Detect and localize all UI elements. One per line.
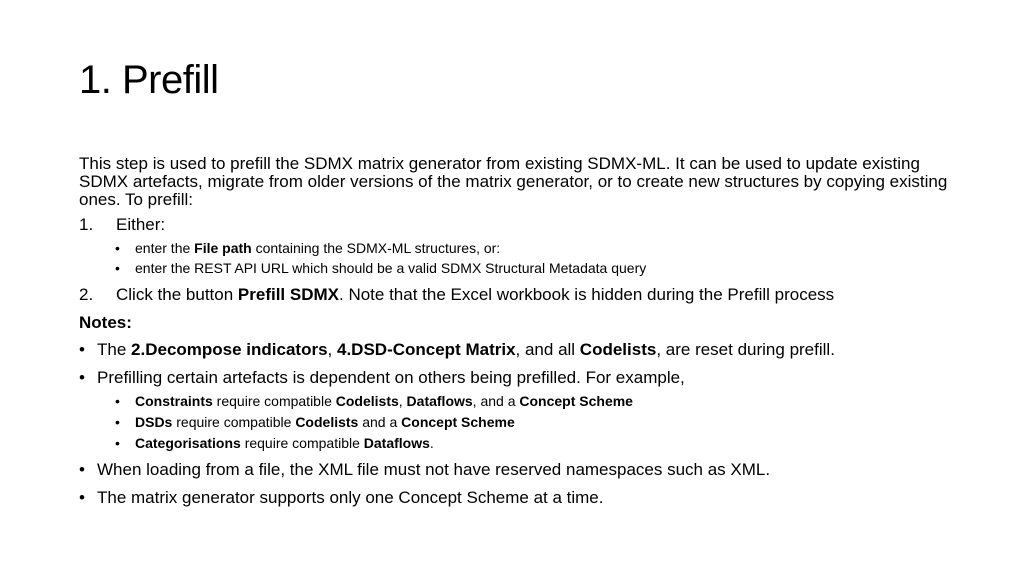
file-path-term: File path — [194, 240, 252, 256]
intro-paragraph: This step is used to prefill the SDMX matrix generator from existing SDMX-ML. It can be used to update existing SDMX artefacts, migrate from older versions of the matrix generator, or to create new structures by copying existing ones. To prefill: — [79, 154, 948, 209]
step-1 — [79, 215, 959, 235]
note-reset: • The 2.Decompose indicators, 4.DSD-Concept Matrix, and all Codelists, are reset during prefill. — [79, 340, 835, 359]
prefill-sdmx-term: Prefill SDMX — [237, 285, 339, 304]
notes-heading: Notes: — [79, 313, 132, 332]
bullet-icon: • — [115, 240, 120, 256]
notes-list — [79, 340, 959, 360]
slide-body — [79, 155, 959, 508]
dep-categorisations: • Categorisations require compatible Dataflows. — [115, 433, 959, 454]
step-1-text: Either: — [116, 215, 166, 234]
note-concept-scheme: • The matrix generator supports only one Concept Scheme at a time. — [79, 488, 604, 507]
note-dependencies: • Prefilling certain artefacts is dependent on others being prefilled. For example, • Constraints require compatible Codelists, Dataflows, and a Concept Scheme • DSDs require compatible Codelists and a Concept Scheme • Categorisations require compatible Dataflows. — [79, 368, 959, 454]
step-1-sub-rest-api: • enter the REST API URL which should be a valid SDMX Structural Metadata query — [115, 260, 647, 276]
dep-dsds: • DSDs require compatible Codelists and a Concept Scheme — [115, 412, 959, 433]
bullet-icon: • — [79, 460, 85, 479]
dep-constraints: • Constraints require compatible Codelists, Dataflows, and a Concept Scheme — [115, 391, 959, 412]
bullet-icon: • — [79, 488, 85, 507]
note-xml-namespaces: • When loading from a file, the XML file must not have reserved namespaces such as XML. — [79, 460, 771, 479]
bullet-icon: • — [115, 435, 120, 451]
bullet-icon: • — [79, 340, 85, 359]
bullet-icon: • — [115, 260, 120, 276]
dependencies-sublist — [115, 391, 959, 454]
step-1-sublist — [115, 238, 959, 278]
step-2-number: 2. — [79, 285, 94, 304]
bullet-icon: • — [115, 393, 120, 409]
notes-list-continued — [79, 460, 959, 508]
step-2: 2. Click the button Prefill SDMX. Note that the Excel workbook is hidden during the Prefill process — [79, 285, 835, 304]
step-1-number: 1. — [79, 215, 94, 234]
slide-title: 1. Prefill — [79, 58, 219, 102]
bullet-icon: • — [79, 368, 85, 387]
bullet-icon: • — [115, 414, 120, 430]
step-1-sub-file-path: • enter the File path containing the SDMX-ML structures, or: — [115, 240, 501, 256]
